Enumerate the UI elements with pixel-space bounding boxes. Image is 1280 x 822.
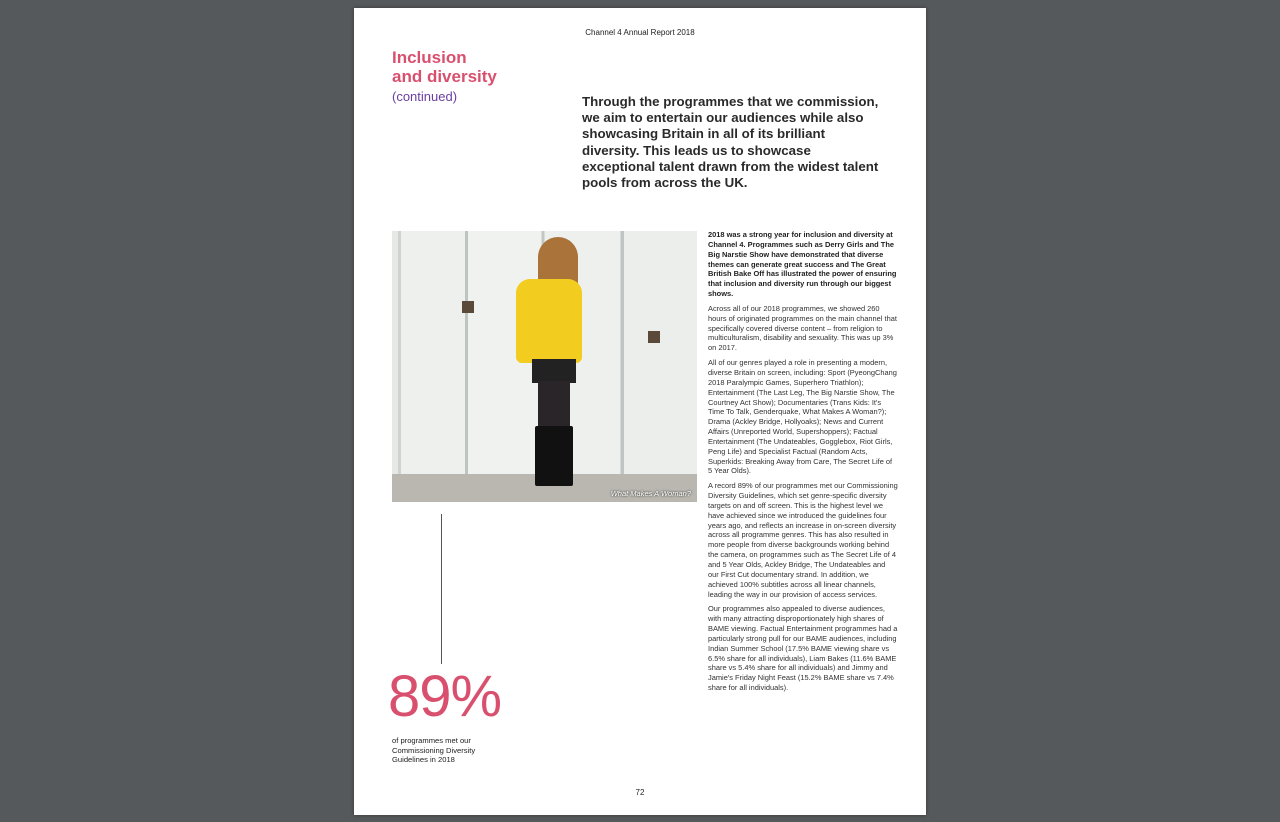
paragraph: All of our genres played a role in presenting a modern, diverse Britain on screen, including: Sport (PyeongChang 2018 Paralympic Games, Superhero Triathlon); Entertainment (The Last Leg, The Big Narstie Show, The Courtney Act Show); Documentaries (Trans Kids: It's Time To Talk, Genderquake, What Makes A Woman?); Drama (Ackley Bridge, Hollyoaks); News and Current Affairs (Unreported World, Supershoppers); Factual Entertainment (The Undateables, Gogglebox, Riot Girls, Peng Life) and Specialist Factual (Random Acts, Superkids: Breaking Away from Care, The Secret Life of 5 Year Olds). bbox=[708, 358, 897, 476]
title-line-1: Inclusion bbox=[392, 48, 467, 67]
figure-skirt bbox=[532, 359, 576, 383]
figure-coat bbox=[516, 279, 582, 363]
continued-label: (continued) bbox=[392, 89, 458, 104]
running-header: Channel 4 Annual Report 2018 bbox=[585, 28, 695, 37]
lead-paragraph: 2018 was a strong year for inclusion and diversity at Channel 4. Programmes such as Derry Girls and The Big Narstie Show have demonstrated that diverse themes can generate great success and The Great British Bake Off has illustrated the power of ensuring that inclusion and diversity run through our biggest shows. bbox=[708, 230, 897, 299]
figure-boots bbox=[535, 426, 573, 486]
section-title bbox=[392, 48, 497, 86]
door-hinge bbox=[462, 301, 474, 313]
divider-line bbox=[441, 514, 442, 664]
body-text bbox=[708, 230, 898, 698]
paragraph: Across all of our 2018 programmes, we showed 260 hours of originated programmes on the main channel that specifically covered diverse content – from religion to multiculturalism, disability and sexuality. This was up 3% on 2017. bbox=[708, 303, 897, 353]
document-page bbox=[354, 8, 926, 815]
paragraph: A record 89% of our programmes met our Commissioning Diversity Guidelines, which set genre-specific diversity targets on and off screen. This is the highest level we have achieved since we introduced the guidelines four years ago, and reflects an increase in on-screen diversity across all programme genres. This has also resulted in more people from diverse backgrounds working behind the camera, on programmes such as The Secret Life of 4 and 5 Year Olds, Ackley Bridge, The Undateables and our First Cut documentary strand. In addition, we achieved 100% subtitles across all linear channels, leading the way in our provision of access services. bbox=[708, 481, 898, 599]
stat-value: 89% bbox=[388, 664, 502, 729]
intro-text: Through the programmes that we commission, we aim to entertain our audiences while also showcasing Britain in all of its brilliant diversity. This leads us to showcase exceptional talent drawn from the widest talent pools from across the UK. bbox=[582, 94, 879, 191]
paragraph: Our programmes also appealed to diverse audiences, with many attracting disproportionately high shares of BAME viewing. Factual Entertainment programmes had a particularly strong pull for our BAME audiences, including Indian Summer School (17.5% BAME viewing share vs 6.5% share for all individuals), Liam Bakes (11.6% BAME share vs 5.4% share for all individuals) and Jimmy and Jamie's Friday Night Feast (15.2% BAME share vs 7.4% share for all individuals). bbox=[708, 604, 898, 693]
page-number: 72 bbox=[635, 788, 645, 797]
photo bbox=[392, 231, 697, 502]
stat-caption: of programmes met our Commissioning Diversity Guidelines in 2018 bbox=[392, 736, 476, 765]
photo-caption: What Makes A Woman? bbox=[610, 489, 691, 498]
door-hinge bbox=[648, 331, 660, 343]
title-line-2: and diversity bbox=[392, 67, 497, 86]
